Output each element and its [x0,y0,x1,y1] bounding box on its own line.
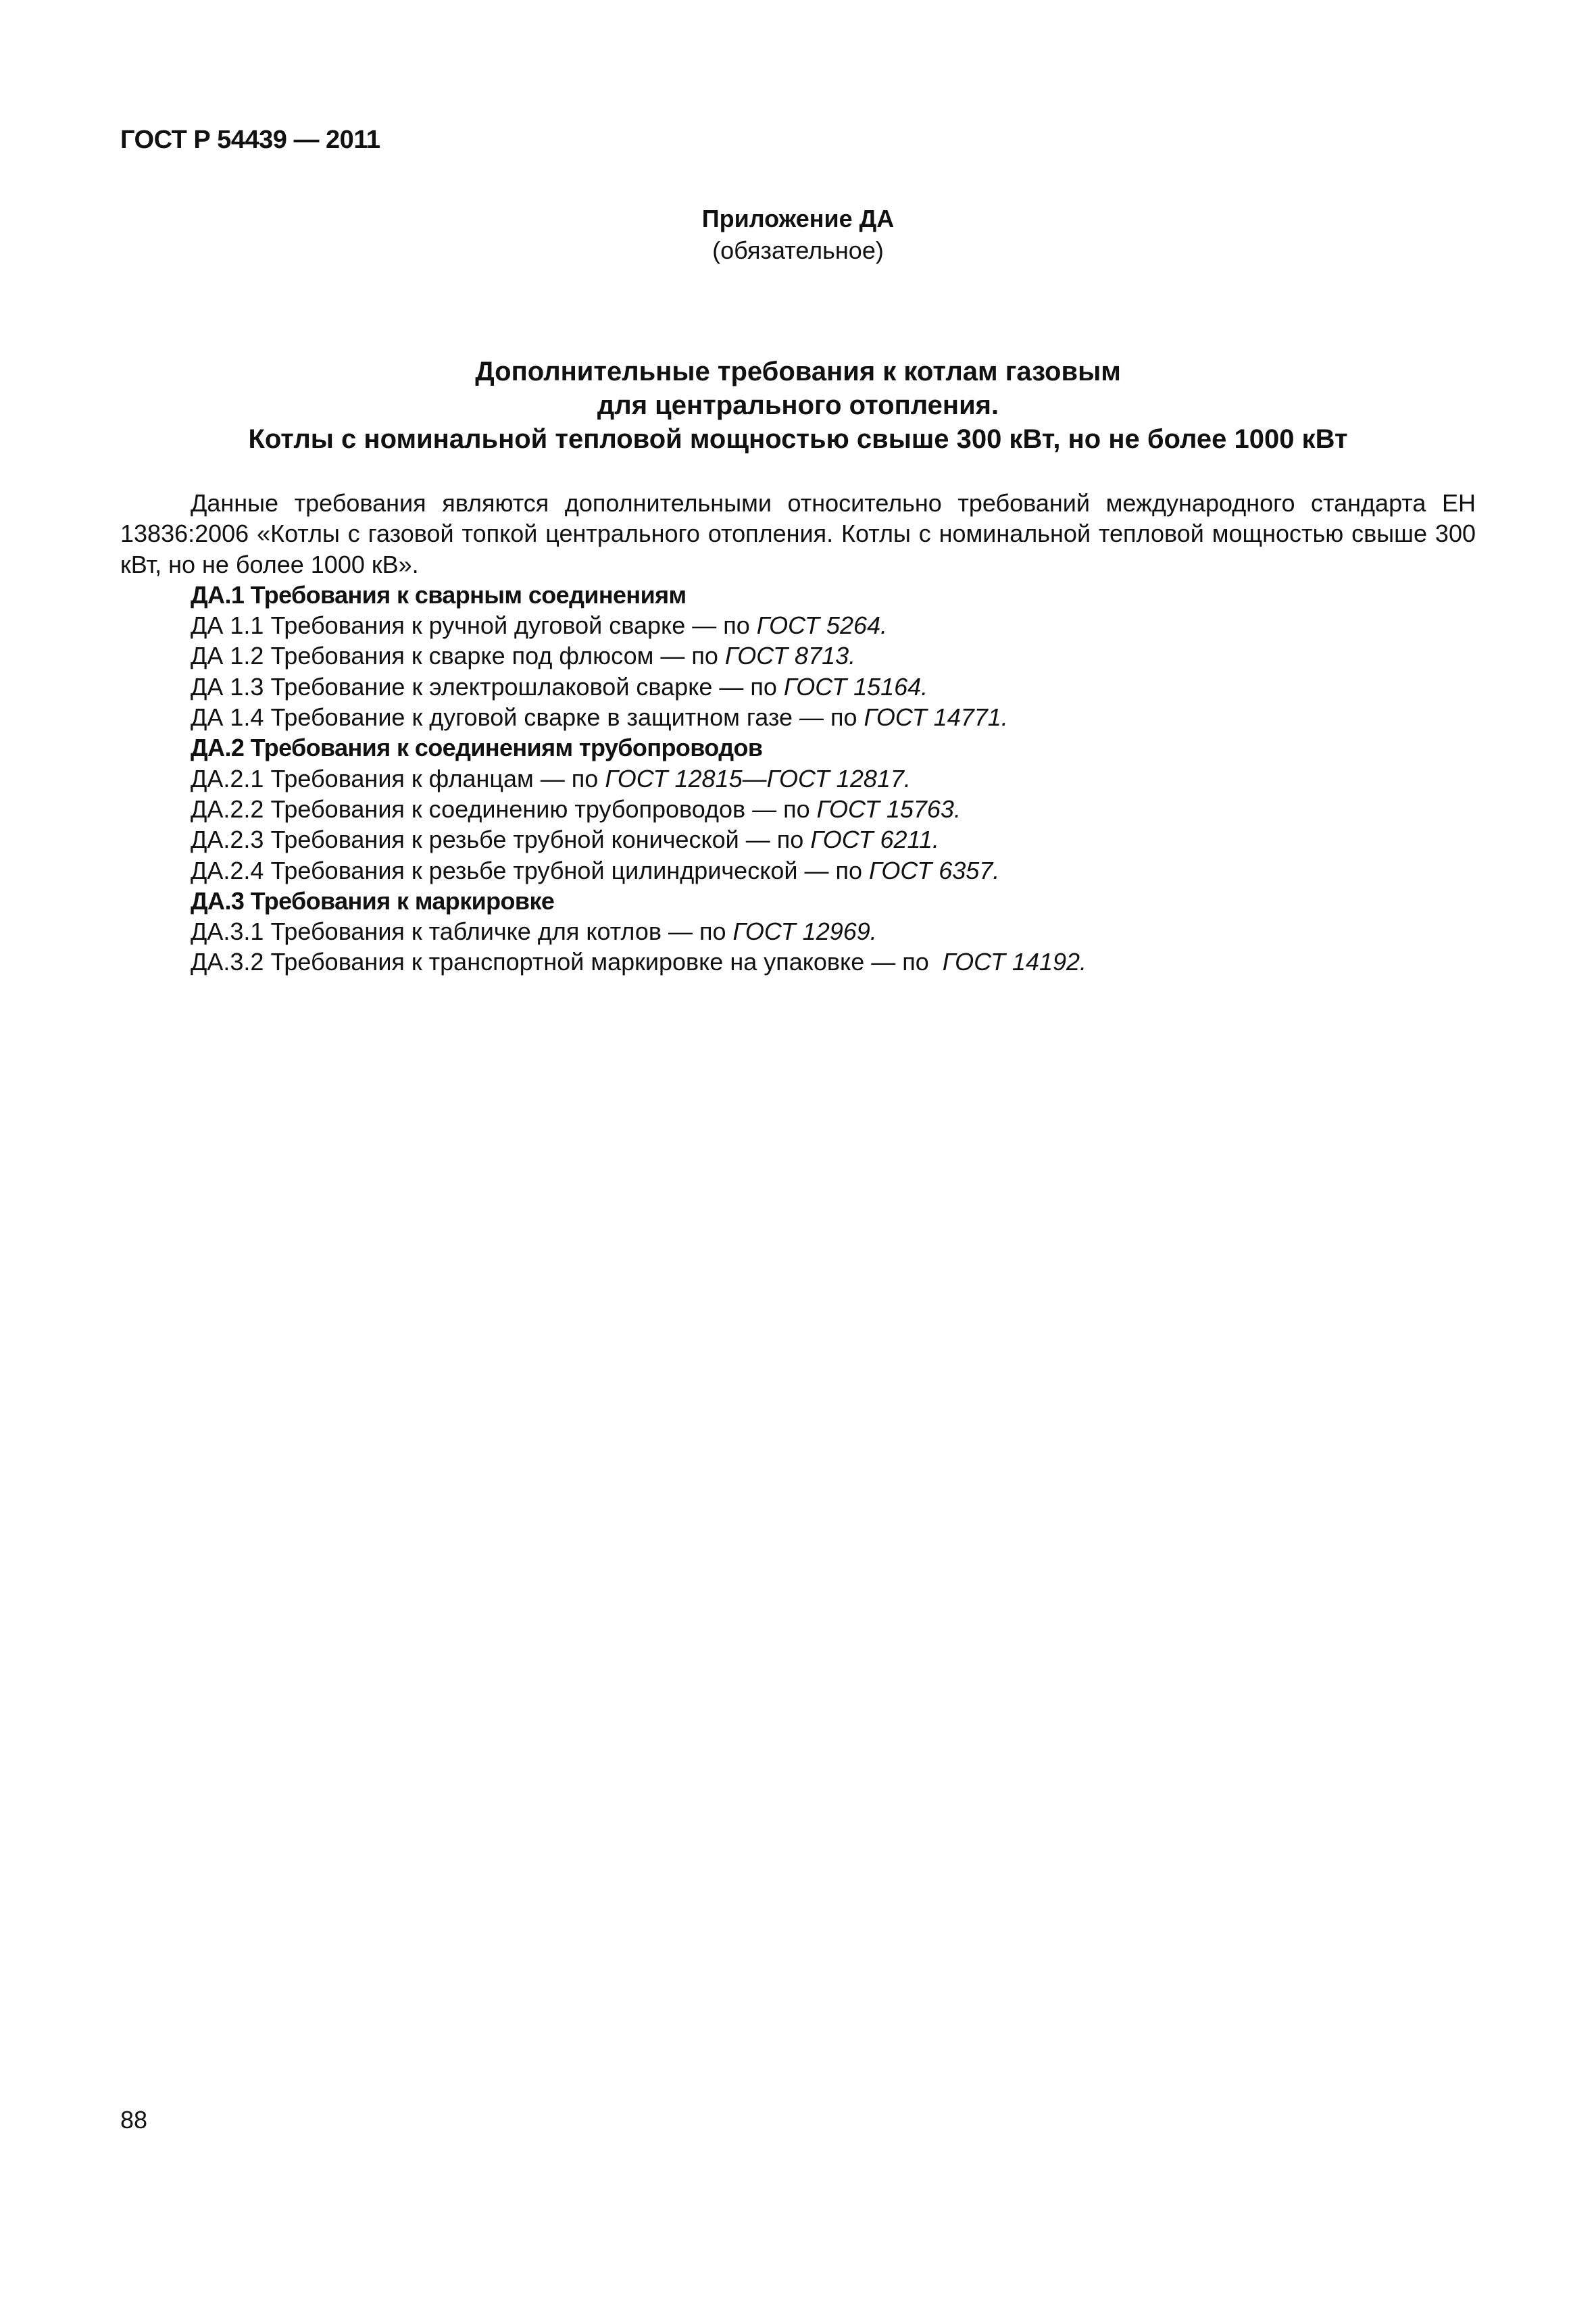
section-2 [120,732,1476,885]
standard-reference: ГОСТ 12969. [732,917,877,946]
document-body [120,488,1476,978]
page-number: 88 [120,2106,148,2134]
requirement-item [120,702,1476,732]
requirement-text: ДА.2.4 Требования к резьбе трубной цилиндрической — по [191,856,870,884]
intro-paragraph: Данные требования являются дополнительными относительно требований международного стандарта ЕН 13836:2006 «Котлы с газовой топкой центрального отопления. Котлы с номинальной тепловой мощностью свыше 300 кВт, но не более 1000 кВ». [120,489,1476,578]
section-heading: ДА.2 Требования к соединениям трубопроводов [191,734,763,762]
requirement-item [120,855,1476,886]
section-3 [120,886,1476,978]
requirement-text: ДА 1.1 Требования к ручной дуговой сварке — по [191,611,757,640]
standard-reference: ГОСТ 14192. [942,948,1087,976]
requirement-text: ДА.2.2 Требования к соединению трубопроводов — по [191,795,817,823]
requirement-item [120,947,1476,977]
standard-reference: ГОСТ 12815—ГОСТ 12817. [605,764,911,793]
requirement-text: ДА 1.3 Требование к электрошлаковой сварке — по [191,672,784,701]
standard-reference: ГОСТ 5264. [756,611,888,640]
standard-reference: ГОСТ 14771. [864,703,1008,732]
requirement-text: ДА.3.2 Требования к транспортной маркировке на упаковке — по [191,948,943,976]
title-line-2: для центрального отопления. [597,391,999,420]
annex-title: Приложение ДА [701,205,895,232]
requirement-text: ДА.2.1 Требования к фланцам — по [191,764,605,793]
title-line-3: Котлы с номинальной тепловой мощностью свыше 300 кВт, но не более 1000 кВт [248,424,1348,454]
title-line-1: Дополнительные требования к котлам газовым [475,357,1121,386]
standard-reference: ГОСТ 8713. [724,642,856,670]
requirement-item [120,640,1476,671]
section-heading: ДА.1 Требования к сварным соединениям [191,580,687,609]
standard-reference: ГОСТ 6357. [869,856,1000,884]
requirement-item [120,916,1476,947]
requirement-item [120,794,1476,824]
requirement-item [120,610,1476,640]
requirement-text: ДА.3.1 Требования к табличке для котлов — по [191,917,733,946]
standard-reference: ГОСТ 6211. [810,826,939,854]
requirement-item [120,672,1476,702]
requirement-text: ДА.2.3 Требования к резьбе трубной конической — по [191,826,811,854]
section-1 [120,580,1476,732]
annex-header [0,203,1596,266]
section-heading: ДА.3 Требования к маркировке [191,886,555,915]
requirement-item [120,763,1476,794]
requirement-text: ДА 1.4 Требование к дуговой сварке в защитном газе — по [191,703,864,732]
requirement-text: ДА 1.2 Требования к сварке под флюсом — по [191,642,725,670]
annex-status: (обязательное) [712,236,884,264]
document-id: ГОСТ Р 54439 — 2011 [120,126,380,154]
requirement-item [120,824,1476,855]
standard-reference: ГОСТ 15763. [816,795,961,823]
standard-reference: ГОСТ 15164. [783,672,928,701]
document-title [0,355,1596,456]
